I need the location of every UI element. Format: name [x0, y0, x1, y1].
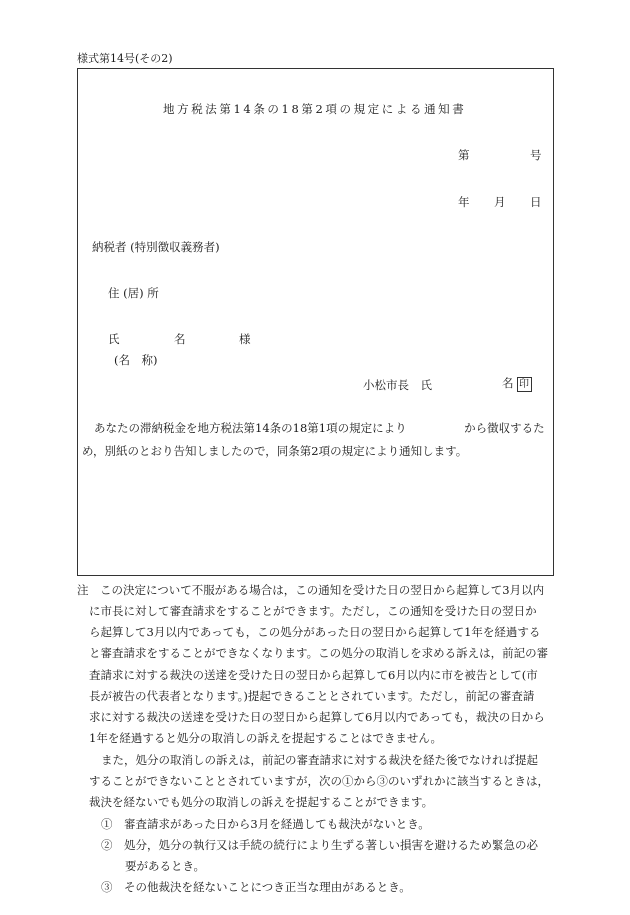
- date-year: 年: [458, 195, 470, 209]
- note-line: また，処分の取消しの訴えは，前記の審査請求に対する裁決を経た後でなければ提起: [101, 753, 538, 767]
- note-line: 1年を経過すると処分の取消しの訴えを提起することはできません。: [89, 731, 443, 745]
- mayor-signature: [502, 375, 532, 392]
- number-go: 号: [530, 148, 542, 162]
- notice-frame: [77, 68, 554, 576]
- address-label: 住 (居) 所: [108, 286, 159, 300]
- note-line: 裁決を経ないでも処分の取消しの訴えを提起することができます。: [89, 795, 434, 809]
- note-line: ③ その他裁決を経ないことにつき正当な理由があるとき。: [101, 880, 411, 894]
- date-month: 月: [494, 195, 506, 209]
- name-mei: 名: [174, 332, 186, 346]
- note-line: 長が被告の代表者となります。)提起できることとされています。ただし，前記の審査請: [89, 689, 535, 703]
- note-line: ら起算して3月以内であっても，この処分があった日の翌日から起算して1年を経過する: [89, 625, 541, 639]
- seal-stamp: 印: [517, 377, 532, 392]
- note-line: 査請求に対する裁決の送達を受けた日の翌日から起算して6月以内に市を被告として(市: [89, 668, 538, 682]
- number-dai: 第: [458, 148, 470, 162]
- date-day: 日: [530, 195, 542, 209]
- note-line: に市長に対して審査請求をすることができます。ただし，この通知を受けた日の翌日か: [89, 604, 537, 618]
- corp-name-label: (名 称): [114, 353, 158, 367]
- name-shi: 氏: [108, 332, 120, 346]
- note-line: 要があるとき。: [125, 859, 206, 873]
- note-line: ② 処分，処分の執行又は手続の続行により生ずる著しい損害を避けるため緊急の必: [101, 838, 538, 852]
- note-line: 求に対する裁決の送達を受けた日の翌日から起算して6月以内であっても，裁決の日から: [89, 710, 545, 724]
- body-line: め，別紙のとおり告知しましたので，同条第2項の規定により通知します。: [82, 443, 468, 458]
- name-sama: 様: [239, 332, 251, 346]
- note-line: 注 この決定について不服がある場合は，この通知を受けた日の翌日から起算して3月以内: [77, 583, 545, 597]
- mayor-label: 小松市長 氏: [363, 378, 432, 392]
- mayor-mei: 名: [502, 376, 514, 390]
- taxpayer-heading: 納税者 (特別徴収義務者): [92, 240, 220, 254]
- note-line: することができないこととされていますが，次の①から③のいずれかに該当するときは，: [89, 774, 549, 788]
- form-number: 様式第14号(その2): [77, 52, 173, 65]
- document-title: 地方税法第14条の18第2項の規定による通知書: [163, 102, 467, 116]
- body-line: あなたの滞納税金を地方税法第14条の18第1項の規定により から徴収するた: [94, 421, 545, 435]
- note-line: ① 審査請求があった日から3月を経過しても裁決がないとき。: [101, 817, 430, 831]
- body-paragraph: [78, 417, 553, 462]
- note-line: と審査請求をすることができなくなります。この処分の取消しを求める訴えは，前記の審: [89, 646, 549, 660]
